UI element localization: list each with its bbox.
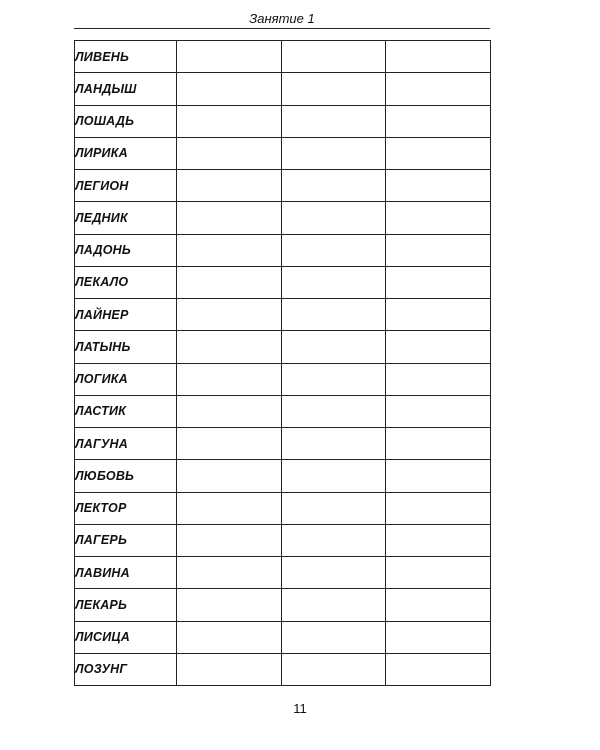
blank-answer-cell[interactable]	[281, 363, 386, 395]
blank-answer-cell[interactable]	[177, 428, 282, 460]
table-row	[75, 395, 491, 427]
word-cell: ЛАДОНЬ	[75, 234, 177, 266]
blank-answer-cell[interactable]	[281, 395, 386, 427]
blank-answer-cell[interactable]	[177, 653, 282, 685]
blank-answer-cell[interactable]	[386, 137, 491, 169]
blank-answer-cell[interactable]	[177, 202, 282, 234]
blank-answer-cell[interactable]	[386, 557, 491, 589]
blank-answer-cell[interactable]	[177, 363, 282, 395]
blank-answer-cell[interactable]	[177, 395, 282, 427]
blank-answer-cell[interactable]	[177, 557, 282, 589]
table-row	[75, 492, 491, 524]
blank-answer-cell[interactable]	[177, 105, 282, 137]
table-row	[75, 460, 491, 492]
blank-answer-cell[interactable]	[177, 524, 282, 556]
table-row	[75, 524, 491, 556]
word-cell: ЛЕДНИК	[75, 202, 177, 234]
blank-answer-cell[interactable]	[386, 395, 491, 427]
blank-answer-cell[interactable]	[281, 137, 386, 169]
word-cell: ЛАГУНА	[75, 428, 177, 460]
blank-answer-cell[interactable]	[386, 589, 491, 621]
blank-answer-cell[interactable]	[386, 266, 491, 298]
word-cell: ЛАГЕРЬ	[75, 524, 177, 556]
blank-answer-cell[interactable]	[281, 524, 386, 556]
blank-answer-cell[interactable]	[281, 331, 386, 363]
blank-answer-cell[interactable]	[281, 492, 386, 524]
blank-answer-cell[interactable]	[177, 492, 282, 524]
blank-answer-cell[interactable]	[281, 299, 386, 331]
blank-answer-cell[interactable]	[281, 202, 386, 234]
blank-answer-cell[interactable]	[281, 621, 386, 653]
word-cell: ЛИРИКА	[75, 137, 177, 169]
blank-answer-cell[interactable]	[386, 234, 491, 266]
blank-answer-cell[interactable]	[386, 202, 491, 234]
blank-answer-cell[interactable]	[177, 299, 282, 331]
word-worksheet-table	[74, 40, 491, 686]
blank-answer-cell[interactable]	[177, 41, 282, 73]
blank-answer-cell[interactable]	[281, 234, 386, 266]
blank-answer-cell[interactable]	[177, 621, 282, 653]
table-row	[75, 73, 491, 105]
blank-answer-cell[interactable]	[281, 653, 386, 685]
table-row	[75, 105, 491, 137]
word-cell: ЛЕКАЛО	[75, 266, 177, 298]
blank-answer-cell[interactable]	[177, 266, 282, 298]
table-row	[75, 266, 491, 298]
blank-answer-cell[interactable]	[281, 170, 386, 202]
blank-answer-cell[interactable]	[281, 460, 386, 492]
blank-answer-cell[interactable]	[177, 331, 282, 363]
word-cell: ЛАТЫНЬ	[75, 331, 177, 363]
table-row	[75, 41, 491, 73]
blank-answer-cell[interactable]	[386, 105, 491, 137]
blank-answer-cell[interactable]	[177, 589, 282, 621]
header-rule	[74, 28, 490, 29]
blank-answer-cell[interactable]	[177, 73, 282, 105]
blank-answer-cell[interactable]	[386, 41, 491, 73]
blank-answer-cell[interactable]	[177, 170, 282, 202]
blank-answer-cell[interactable]	[281, 41, 386, 73]
blank-answer-cell[interactable]	[386, 363, 491, 395]
word-cell: ЛОШАДЬ	[75, 105, 177, 137]
word-cell: ЛАЙНЕР	[75, 299, 177, 331]
blank-answer-cell[interactable]	[386, 492, 491, 524]
page-header-title: Занятие 1	[249, 11, 315, 26]
blank-answer-cell[interactable]	[386, 524, 491, 556]
blank-answer-cell[interactable]	[177, 137, 282, 169]
table-row	[75, 234, 491, 266]
word-cell: ЛАСТИК	[75, 395, 177, 427]
table-row	[75, 363, 491, 395]
blank-answer-cell[interactable]	[281, 73, 386, 105]
blank-answer-cell[interactable]	[177, 234, 282, 266]
table-row	[75, 653, 491, 685]
blank-answer-cell[interactable]	[386, 73, 491, 105]
blank-answer-cell[interactable]	[281, 105, 386, 137]
page-number: 11	[293, 701, 307, 716]
word-cell: ЛАНДЫШ	[75, 73, 177, 105]
table-row	[75, 170, 491, 202]
word-cell: ЛЕКТОР	[75, 492, 177, 524]
blank-answer-cell[interactable]	[386, 428, 491, 460]
table-row	[75, 202, 491, 234]
table-row	[75, 299, 491, 331]
word-cell: ЛИСИЦА	[75, 621, 177, 653]
table-row	[75, 557, 491, 589]
word-cell: ЛАВИНА	[75, 557, 177, 589]
word-cell: ЛЕГИОН	[75, 170, 177, 202]
word-cell: ЛЮБОВЬ	[75, 460, 177, 492]
blank-answer-cell[interactable]	[386, 653, 491, 685]
blank-answer-cell[interactable]	[281, 589, 386, 621]
word-cell: ЛЕКАРЬ	[75, 589, 177, 621]
table-row	[75, 331, 491, 363]
blank-answer-cell[interactable]	[386, 299, 491, 331]
blank-answer-cell[interactable]	[386, 460, 491, 492]
blank-answer-cell[interactable]	[281, 557, 386, 589]
table-row	[75, 589, 491, 621]
blank-answer-cell[interactable]	[386, 621, 491, 653]
worksheet-body	[75, 41, 491, 686]
word-cell: ЛИВЕНЬ	[75, 41, 177, 73]
table-row	[75, 428, 491, 460]
blank-answer-cell[interactable]	[386, 170, 491, 202]
blank-answer-cell[interactable]	[177, 460, 282, 492]
blank-answer-cell[interactable]	[281, 266, 386, 298]
word-cell: ЛОГИКА	[75, 363, 177, 395]
blank-answer-cell[interactable]	[281, 428, 386, 460]
table-row	[75, 137, 491, 169]
word-cell: ЛОЗУНГ	[75, 653, 177, 685]
blank-answer-cell[interactable]	[386, 331, 491, 363]
table-row	[75, 621, 491, 653]
